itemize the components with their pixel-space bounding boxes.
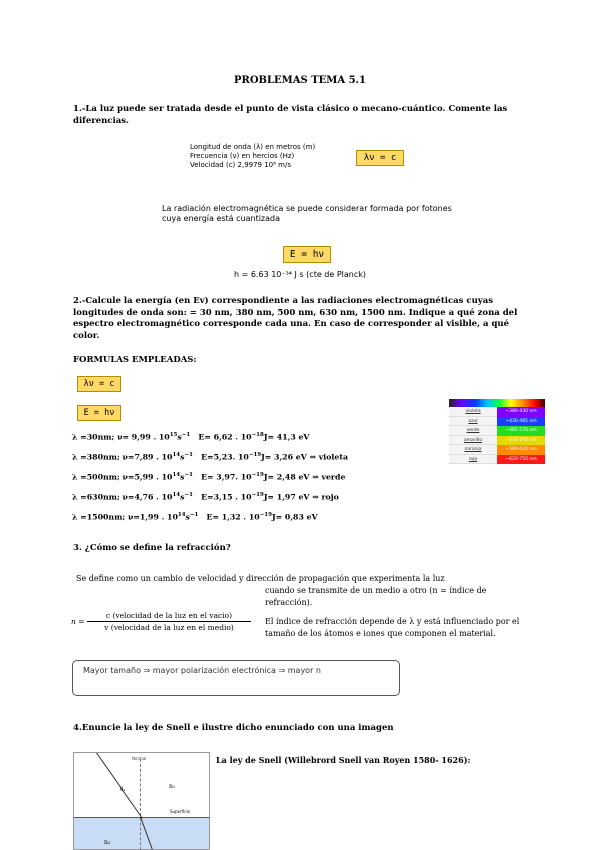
conclusion-box [72, 660, 400, 696]
incident-ray [96, 752, 143, 818]
definition-frequency: Frecuencia (ν) en hercios (Hz) [190, 152, 295, 160]
row-result: J= 1,97 eV ⇒ rojo [263, 492, 339, 502]
spectrum-color-name: violeta [449, 407, 497, 417]
spectrum-color-name: azul [449, 417, 497, 427]
planck-constant: h = 6.63 10⁻³⁴ J s (cte de Planck) [233, 270, 367, 279]
spectrum-range: ~570-590 nm [497, 436, 545, 446]
quantum-text: La radiación electromagnética se puede considerar formada por fotones cuya energía está cuantizada [162, 204, 452, 223]
row-energy-exp: −19 [248, 452, 262, 458]
row-energy-exp: −18 [251, 432, 264, 438]
spectrum-row [449, 436, 545, 446]
spectrum-table [449, 399, 545, 464]
formula-lambda-nu-2: λν = c [77, 376, 121, 392]
refraction-line-2: cuando se transmite de un medio a otro (n = índice de refracción). [265, 586, 487, 607]
spectrum-color-name: verde [449, 426, 497, 436]
refraction-line-1: Se define como un cambio de velocidad y dirección de propagación que experimenta la luz [76, 574, 445, 583]
energy-row: λ =630nm; ν=4,76 . $10^{14}s^{-1}$ E=3,15 . $10^{-19}J= 1,97$ eV ⇒ rojo [72, 492, 339, 502]
energy-row: λ =1500nm; ν=1,99 . $10^{14}s^{-1}$ E= 1,32 . $10^{-19}J= 0,83$ eV [72, 512, 318, 522]
fig-theta-label: θ₁ [120, 787, 126, 793]
row-result: J= 0,83 eV [271, 512, 318, 522]
row-nu: ν=7,89 . 10 [122, 452, 173, 462]
row-result: J= 41,3 eV [263, 432, 310, 442]
row-energy: E= 3,97. 10 [201, 472, 252, 482]
question-1: 1.-La luz puede ser tratada desde el punto de vista clásico o mecano-cuántico. Comente las diferencias. [73, 104, 508, 126]
formula-lhs: n = [71, 617, 85, 626]
question-4: 4.Enuncie la ley de Snell e ilustre dicho enunciado con una imagen [73, 723, 394, 733]
row-energy: E= 1,32 . 10 [206, 512, 260, 522]
definition-wavelength: Longitud de onda (λ) en metros (m) [190, 143, 316, 151]
energy-row: λ =500nm; ν=5,99 . $10^{14}s^{-1}$ E= 3,97. $10^{-19}J= 2,48$ eV ⇒ verde [72, 472, 346, 482]
spectrum-row [449, 455, 545, 465]
formula-lambda-nu: λν = c [356, 150, 404, 166]
snell-figure [73, 752, 210, 850]
spectrum-range: ~485-570 nm [497, 426, 545, 436]
formula-numerator: c (velocidad de la luz en el vacio) [87, 611, 251, 622]
spectrum-color-name: amarillo [449, 436, 497, 446]
fig-n2-label: n₂ [104, 839, 111, 846]
row-nu-exp: 14 [172, 452, 181, 458]
row-energy: E= 6,62 . 10 [198, 432, 252, 442]
formulas-heading: FORMULAS EMPLEADAS: [73, 355, 197, 365]
fig-surface-label: Superficie [170, 809, 191, 814]
row-nu-exp: 14 [172, 492, 181, 498]
row-nu-exp: 15 [169, 432, 178, 438]
row-lambda: λ =500nm; [72, 472, 120, 482]
formula-e-hnu-2: E = hν [77, 405, 121, 421]
spectrum-range: ~380-430 nm [497, 407, 545, 417]
refractive-index-formula [71, 611, 251, 632]
formula-denominator: v (velocidad de la luz en el medio) [104, 623, 234, 632]
fig-n1-label: n₁ [169, 783, 176, 790]
spectrum-row [449, 417, 545, 427]
row-nu-exp: 14 [172, 472, 181, 478]
fig-normal-label: Normal [132, 756, 147, 761]
normal-line [140, 759, 141, 850]
row-lambda: λ =630nm; [72, 492, 120, 502]
row-nu: ν=4,76 . 10 [122, 492, 173, 502]
row-energy-exp: −19 [251, 472, 264, 478]
spectrum-gradient [449, 399, 545, 407]
energy-row: λ =380nm; ν=7,89 . $10^{14}s^{-1}$ E=5,23. $10^{-19}J= 3,26$ eV ⇒ violeta [72, 452, 348, 462]
row-nu: ν=1,99 . 10 [127, 512, 178, 522]
row-lambda: λ =1500nm; [72, 512, 126, 522]
definition-speed: Velocidad (c) 2,9979 10⁸ m/s [190, 161, 291, 169]
page-title: PROBLEMAS TEMA 5.1 [234, 75, 366, 86]
row-energy: E=5,23. 10 [201, 452, 249, 462]
refraction-line-3: El índice de refracción depende de λ y está influenciado por el tamaño de los átomos e iones que componen el material. [265, 617, 520, 638]
energy-row: λ =30nm; ν= 9,99 . $10^{15}s^{-1}$ E= 6,62 . $10^{-18}J= 41,3$ eV [72, 432, 310, 442]
spectrum-color-name: rojo [449, 455, 497, 465]
question-2: 2.-Calcule la energía (en Ev) correspondiente a las radiaciones electromagnéticas cuyas longitudes de onda son: = 30 nm, 380 nm, 500 nm, 630 nm, 1500 nm. Indique a qué zona del espectro electromagnético corresponde cada una. En caso de corresponder al visible, a qué color. [73, 296, 518, 341]
spectrum-color-name: naranja [449, 445, 497, 455]
spectrum-row [449, 407, 545, 417]
row-nu-exp: 14 [177, 512, 186, 518]
row-result: J= 3,26 eV ⇒ violeta [261, 452, 348, 462]
row-energy-exp: −19 [251, 492, 264, 498]
spectrum-row [449, 426, 545, 436]
row-lambda: λ =380nm; [72, 452, 120, 462]
row-lambda: λ =30nm; [72, 432, 115, 442]
row-nu: ν=5,99 . 10 [122, 472, 173, 482]
row-result: J= 2,48 eV ⇒ verde [263, 472, 346, 482]
row-energy: E=3,15 . 10 [201, 492, 252, 502]
conclusion-text: Mayor tamaño ⇒ mayor polarización electrónica ⇒ mayor n [83, 666, 321, 675]
row-nu: ν= 9,99 . 10 [117, 432, 170, 442]
spectrum-range: ~590-620 nm [497, 445, 545, 455]
spectrum-range: ~620-750 nm [497, 455, 545, 465]
spectrum-range: ~430-485 nm [497, 417, 545, 427]
spectrum-row [449, 445, 545, 455]
question-3: 3. ¿Cómo se define la refracción? [73, 543, 231, 553]
definitions-list [190, 143, 360, 170]
row-energy-exp: −19 [259, 512, 272, 518]
formula-planck: E = hν [283, 246, 331, 263]
snell-intro: La ley de Snell (Willebrord Snell van Royen 1580- 1626): [216, 755, 471, 765]
